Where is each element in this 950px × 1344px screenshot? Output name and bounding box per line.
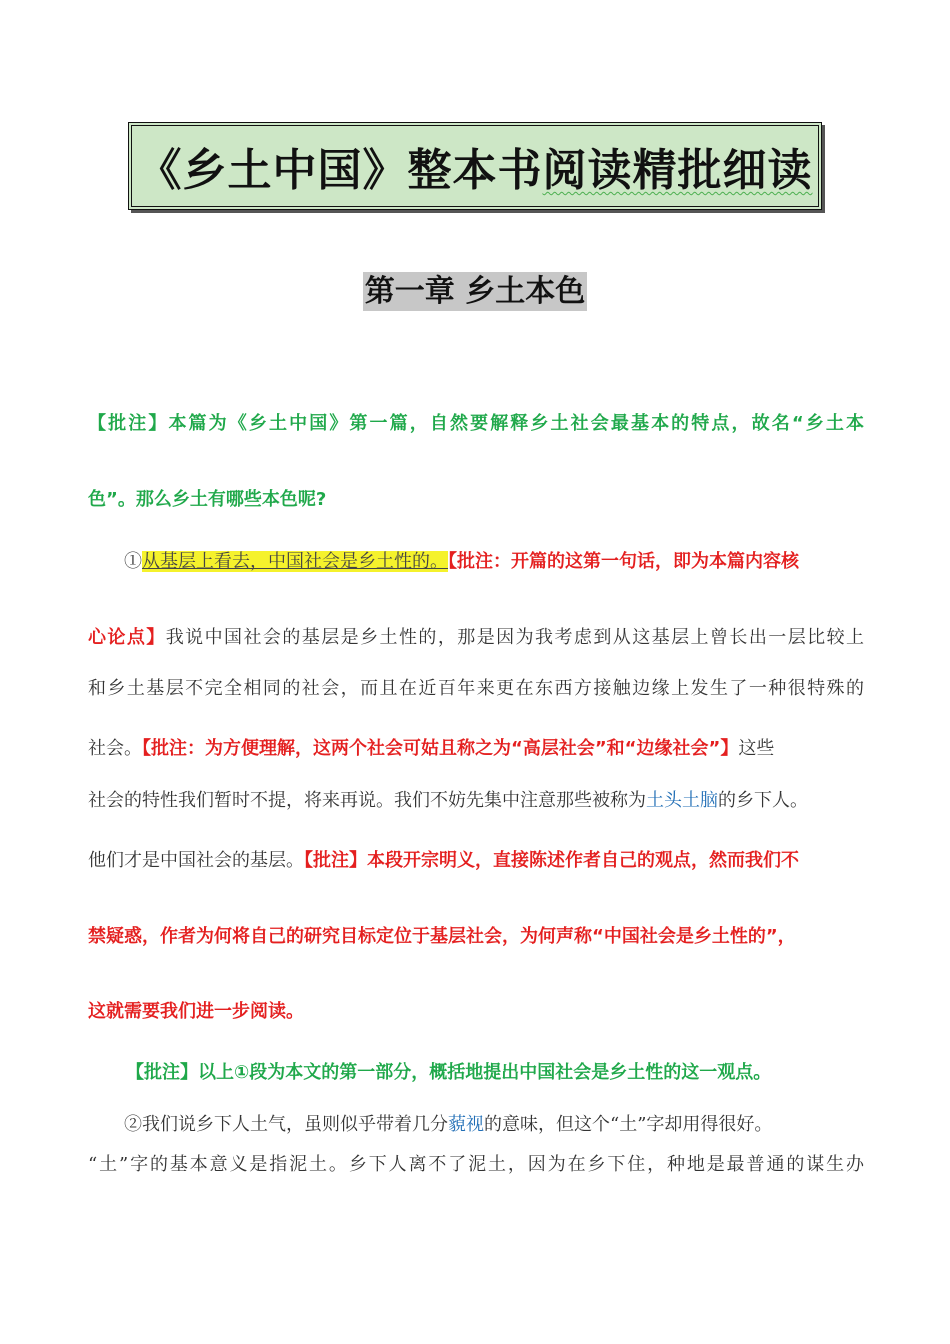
- p1-note-c2: 禁疑惑，作者为何将自己的研究目标定位于基层社会，为何声称“中国社会是乡土性的”，: [88, 926, 796, 947]
- p2-marker: ②: [124, 1114, 142, 1135]
- p1-text-e: 他们才是中国社会的基层。: [88, 850, 304, 871]
- title-box: [128, 122, 822, 210]
- p1-text-d1: 社会的特性我们暂时不提，将来再说。我们不妨先集中注意那些被称为: [88, 790, 646, 811]
- p2-text-a1: 我们说乡下人土气，虽则似乎带着几分: [142, 1114, 448, 1135]
- p1-note-a1: 【批注：开篇的这第一句话，即为本篇内容核: [448, 551, 799, 572]
- note1-line1: 【批注】本篇为《乡土中国》第一篇，自然要解释乡土社会最基本的特点，故名“乡土本: [88, 413, 864, 434]
- p2-line2: “土”字的基本意义是指泥土。乡下人离不了泥土，因为在乡下住，种地是最普通的谋生办: [88, 1154, 864, 1175]
- p2-term: 藐视: [448, 1114, 484, 1135]
- p1-line6: [88, 849, 864, 873]
- p1-highlight: 从基层上看去，中国社会是乡土性的。: [142, 551, 448, 572]
- p1-text-a: 我说中国社会的基层是乡土性的，那是因为我考虑到从这基层上曾长出一层比较上: [165, 627, 865, 648]
- p1-line4: [88, 737, 864, 761]
- note2: 【批注】以上①段为本文的第一部分，概括地提出中国社会是乡土性的这一观点。: [126, 1062, 772, 1083]
- title-prefix: 《乡土中国》整本书: [137, 145, 543, 196]
- p1-text-d2: 的乡下人。: [718, 790, 808, 811]
- title-wavy-text: 阅读精批细读: [542, 145, 813, 196]
- p2-line1: [124, 1113, 864, 1137]
- p1-note-a2: 心论点】: [88, 627, 166, 648]
- p1-line3: 和乡土基层不完全相同的社会，而且在近百年来更在东西方接触边缘上发生了一种很特殊的: [88, 678, 864, 699]
- chapter-heading: [0, 266, 950, 310]
- p1-line5: [88, 789, 864, 813]
- p2-text-a2: 的意味，但这个“土”字却用得很好。: [484, 1114, 773, 1135]
- p1-marker: ①: [124, 551, 142, 572]
- p1-text-c1: 社会。: [88, 738, 142, 759]
- p1-text-c2: 这些: [738, 738, 775, 759]
- p1-line2: [88, 626, 864, 650]
- p1-note-c3: 这就需要我们进一步阅读。: [88, 1001, 304, 1022]
- document-title: [138, 134, 813, 198]
- p1-note-b: 【批注：为方便理解，这两个社会可姑且称之为“高层社会”和“边缘社会”】: [142, 738, 739, 759]
- chapter-title: 第一章 乡土本色: [364, 274, 586, 309]
- p1-note-c1: 【批注】本段开宗明义，直接陈述作者自己的观点，然而我们不: [304, 850, 799, 871]
- p1-term: 土头土脑: [646, 790, 718, 811]
- note1-line2: 色”。那么乡土有哪些本色呢?: [88, 489, 327, 510]
- p1-line1: [124, 550, 864, 574]
